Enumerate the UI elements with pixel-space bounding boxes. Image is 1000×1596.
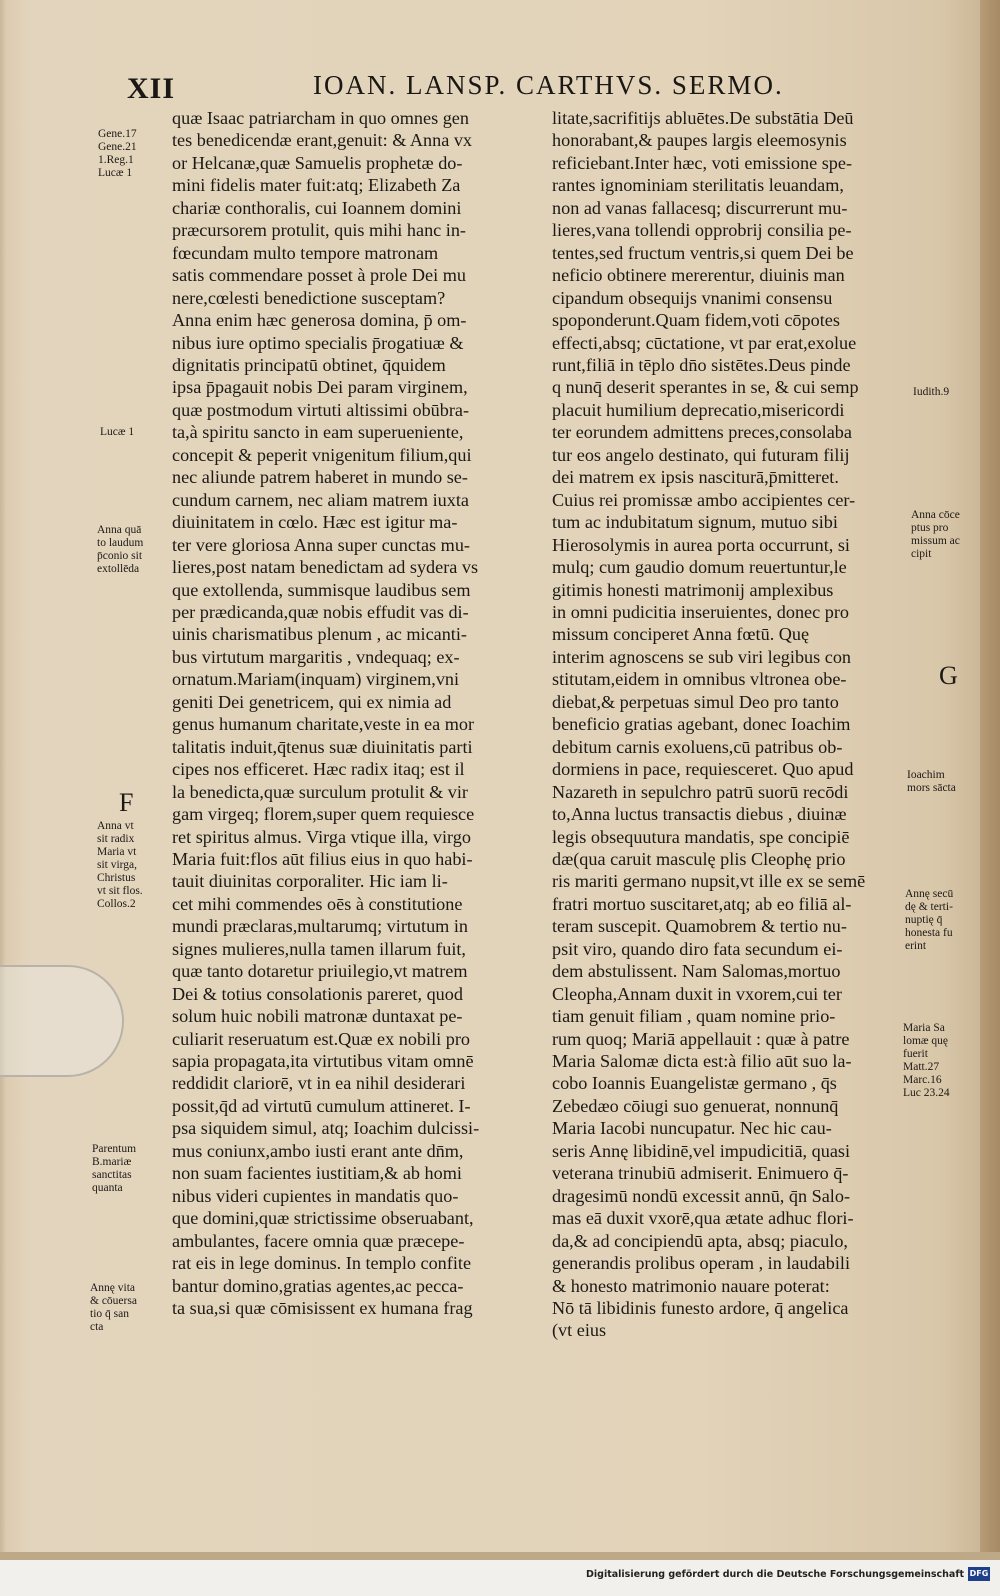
text-line: tum ac indubitatum signum, mutuo sibi bbox=[552, 512, 838, 533]
text-line: Anna enim hæc generosa domina, p̄ om- bbox=[172, 310, 467, 331]
margin-note-line: Anna vt bbox=[97, 820, 134, 832]
margin-note-line: Matt.27 bbox=[903, 1061, 940, 1073]
text-line: rat eis in lege dominus. In templo confite bbox=[172, 1253, 472, 1274]
text-line: ter vere gloriosa Anna super cunctas mu- bbox=[172, 534, 470, 555]
text-line: mundi præclaras,multarumq; virtutum in bbox=[172, 916, 469, 937]
text-line: neficio obtinere mererentur, diuinis man bbox=[552, 265, 845, 286]
text-line: q nunq̄ deserit sperantes in se, & cui semp bbox=[552, 377, 859, 398]
text-line: signes mulieres,nulla tamen illarum fuit, bbox=[172, 938, 466, 959]
dfg-logo: DFG bbox=[968, 1567, 990, 1581]
text-line: dragesimū nondū excessit annū, q̄n Salo- bbox=[552, 1185, 851, 1206]
text-line: or Helcanæ,quæ Samuelis prophetæ do- bbox=[172, 152, 463, 173]
margin-note-line: cipit bbox=[911, 548, 932, 560]
margin-note-line: fuerit bbox=[903, 1048, 928, 1060]
text-line: mini fidelis mater fuit:atq; Elizabeth Za bbox=[172, 175, 461, 196]
text-line: tes benedicendæ erant,genuit: & Anna vx bbox=[172, 130, 473, 151]
margin-note-line: Ioachim bbox=[907, 769, 945, 781]
text-line: psit viro, quando diro fata secundum ei- bbox=[552, 938, 843, 959]
page-edge-right bbox=[980, 0, 1000, 1560]
text-line: in omni pudicitia inseruientes, donec pro bbox=[552, 601, 849, 622]
margin-note-line: extollēda bbox=[97, 563, 140, 575]
margin-note bbox=[90, 1282, 137, 1334]
text-line: Hierosolymis in aurea porta occurrunt, si bbox=[552, 534, 850, 555]
text-line: Dei & totius consolationis pareret, quod bbox=[172, 983, 463, 1004]
text-line: Maria Iacobi nuncupatur. Nec hic cau- bbox=[552, 1118, 832, 1139]
text-line: Nō tā libidinis funesto ardore, q̄ angelica bbox=[552, 1298, 849, 1319]
margin-note-line: Annę vita bbox=[90, 1282, 136, 1294]
text-line: teram suscepit. Quamobrem & tertio nu- bbox=[552, 916, 847, 937]
margin-note-line: Luc 23.24 bbox=[903, 1087, 950, 1099]
text-line: litate,sacrifitijs abluētes.De substātia Deū bbox=[552, 108, 854, 128]
text-line: reddidit clariorē, vt in ea nihil desiderari bbox=[172, 1073, 466, 1094]
text-line: gam virgeq; florem,super quem requiesce bbox=[172, 804, 475, 825]
margin-note-line: Anna quā bbox=[97, 524, 142, 536]
text-line: effecti,absq; cūctatione, vt par erat,exolue bbox=[552, 332, 857, 353]
text-column-right bbox=[552, 107, 908, 1342]
text-line: ris mariti germano nupsit,vt ille ex se semē bbox=[552, 871, 866, 892]
text-line: la benedicta,quæ surculum protulit & vir bbox=[172, 781, 468, 802]
text-line: bus virtutum margaritis , vndequaq; ex- bbox=[172, 646, 460, 667]
page-edge-bottom bbox=[0, 1552, 1000, 1560]
text-line: cundum carnem, nec aliam matrem iuxta bbox=[172, 489, 469, 510]
text-line: lieres,post natam benedictam ad sydera vs bbox=[172, 557, 479, 578]
text-line: quæ postmodum virtuti altissimi obūbra- bbox=[172, 399, 470, 420]
margin-note-line: honesta fu bbox=[905, 927, 953, 939]
section-marker: G bbox=[939, 661, 958, 690]
margin-note bbox=[97, 524, 143, 576]
text-line: seris Annę libidinē,vel impudicitiā, quasi bbox=[552, 1140, 851, 1161]
margin-note bbox=[911, 509, 960, 561]
text-line: tentes,sed fructum ventris,si quem Dei be bbox=[552, 242, 854, 263]
text-line: da,& ad concipiendū apta, absq; piaculo, bbox=[552, 1230, 848, 1251]
text-line: tur eos angelo destinato, qui futuram filij bbox=[552, 444, 850, 465]
text-line: ipsa p̄pagauit nobis Dei param virginem, bbox=[172, 377, 468, 398]
margin-note-line: mors sācta bbox=[907, 782, 956, 794]
text-line: diebat,& perpetuas simul Deo pro tanto bbox=[552, 691, 839, 712]
text-line: Cleopha,Annam duxit in vxorem,cui ter bbox=[552, 983, 842, 1004]
text-line: & honesto matrimonio nauare poterat: bbox=[552, 1275, 830, 1296]
margin-note-line: cta bbox=[90, 1321, 104, 1333]
text-line: cipandum obsequijs vnanimi consensu bbox=[552, 287, 833, 308]
margin-note-line: tio q̄ san bbox=[90, 1308, 129, 1320]
text-line: honorabant,& paupes largis eleemosynis bbox=[552, 130, 847, 151]
text-line: rum quoq; Mariā appellauit : quæ à patre bbox=[552, 1028, 850, 1049]
text-line: dormiens in pace, requiesceret. Quo apud bbox=[552, 759, 854, 780]
text-line: mas eā duxit vxorē,qua ætate adhuc flori- bbox=[552, 1208, 854, 1229]
text-line: to,Anna luctus transactis diebus , diuinæ bbox=[552, 804, 847, 825]
running-head: IOAN. LANSP. CARTHVS. SERMO. bbox=[313, 70, 784, 100]
text-line: possit,q̄d ad virtutū cumulum attineret. I- bbox=[172, 1095, 471, 1116]
text-line: ambulantes, facere omnia quæ præcepe- bbox=[172, 1230, 465, 1251]
margin-note-line: 1.Reg.1 bbox=[98, 154, 134, 166]
margin-note-line: nuptię q̄ bbox=[905, 914, 943, 926]
margin-note bbox=[913, 386, 949, 399]
text-line: Maria fuit:flos aūt filius eius in quo habi- bbox=[172, 848, 473, 869]
text-line: legis obsequutura mandatis, spe concipiē bbox=[552, 826, 850, 847]
text-line: interim agnoscens se sub viri legibus con bbox=[552, 646, 852, 667]
text-line: placuit humilium deprecatio,misericordi bbox=[552, 399, 845, 420]
text-line: ret spiritus almus. Virga vtique illa, virgo bbox=[172, 826, 471, 847]
text-line: mus coniunx,ambo iusti erant ante dn̄m, bbox=[172, 1140, 464, 1161]
margin-note bbox=[905, 888, 953, 953]
text-line: quæ Isaac patriarcham in quo omnes gen bbox=[172, 108, 469, 128]
text-line: quæ tanto dotaretur priuilegio,vt matrem bbox=[172, 961, 468, 982]
text-line: lieres,vana tollendi opprobrij consilia pe- bbox=[552, 220, 852, 241]
text-line: nere,cœlesti benedictione susceptam? bbox=[172, 287, 446, 308]
text-line: uinis charismatibus plenum , ac micanti- bbox=[172, 624, 467, 645]
margin-note-line: sit virga, bbox=[97, 859, 138, 871]
page-tab-marker bbox=[0, 965, 124, 1077]
margin-note-line: missum ac bbox=[911, 535, 960, 547]
text-line: veterana trinubiū admiserit. Enimuero q̄- bbox=[552, 1163, 849, 1184]
margin-note-line: Gene.21 bbox=[98, 141, 137, 153]
text-line: rantes ignominiam sterilitatis leuandam, bbox=[552, 175, 844, 196]
margin-note-line: Iudith.9 bbox=[913, 386, 950, 398]
text-line: ta sua,si quæ cōmisissent ex humana frag bbox=[172, 1298, 473, 1319]
margin-note-line: Parentum bbox=[92, 1143, 137, 1155]
text-line: Maria Salomæ dicta est:à filio aūt suo la- bbox=[552, 1051, 852, 1072]
text-line: spoponderunt.Quam fidem,voti cōpotes bbox=[552, 310, 840, 331]
text-line: satis commendare posset à prole Dei mu bbox=[172, 265, 466, 286]
margin-note-line: Gene.17 bbox=[98, 128, 137, 140]
text-line: fœcundam multo tempore matronam bbox=[172, 242, 439, 263]
text-line: per prædicanda,quæ nobis effudit vas di- bbox=[172, 601, 469, 622]
margin-note-line: & cōuersa bbox=[90, 1295, 137, 1307]
text-line: sapia propagata,ita virtutibus vitam omnē bbox=[172, 1051, 474, 1072]
margin-note bbox=[907, 769, 956, 795]
text-line: dei matrem ex ipsis nasciturā,p̄mitteret. bbox=[552, 467, 839, 488]
text-line: cipes nos efficeret. Hæc radix itaq; est il bbox=[172, 759, 465, 780]
text-line: geniti Dei genetricem, qui ex nimia ad bbox=[172, 691, 452, 712]
text-line: chariæ conthoralis, cui Ioannem domini bbox=[172, 197, 462, 218]
margin-note bbox=[903, 1022, 950, 1100]
text-line: tauit diuinitas corporaliter. Hic iam li- bbox=[172, 871, 448, 892]
text-column-left bbox=[172, 107, 540, 1319]
text-line: Cuius rei promissæ ambo accipientes cer- bbox=[552, 489, 856, 510]
margin-note-line: sanctitas bbox=[92, 1169, 132, 1181]
text-line: Zebedæo cōiugi suo genuerat, nonnunq̄ bbox=[552, 1095, 839, 1116]
folio-number: XII bbox=[127, 72, 176, 105]
margin-note-line: Annę secū bbox=[905, 888, 954, 900]
text-line: dæ(qua caruit masculę plis Cleophę prio bbox=[552, 848, 846, 869]
text-line: ter eorundem admittens preces,consolaba bbox=[552, 422, 852, 443]
margin-note-line: Christus bbox=[97, 872, 136, 884]
margin-note-line: Maria vt bbox=[97, 846, 137, 858]
margin-note-line: Marc.16 bbox=[903, 1074, 942, 1086]
footer-credit: Digitalisierung gefördert durch die Deutsche Forschungsgemeinschaft bbox=[586, 1569, 964, 1580]
text-line: nec aliunde patrem haberet in mundo se- bbox=[172, 467, 468, 488]
text-line: cet mihi commendes oēs à constitutione bbox=[172, 893, 463, 914]
text-line: stitutam,eidem in omnibus vltronea obe- bbox=[552, 669, 847, 690]
margin-note-line: Lucæ 1 bbox=[98, 167, 133, 179]
text-line: gitimis honesti matrimonij amplexibus bbox=[552, 579, 834, 600]
margin-note-line: erint bbox=[905, 940, 927, 952]
text-line: diuinitatem in cœlo. Hæc est igitur ma- bbox=[172, 512, 458, 533]
text-line: dem abstulissent. Nam Salomas,mortuo bbox=[552, 961, 841, 982]
text-line: que domini,quæ strictissime obseruabant, bbox=[172, 1208, 474, 1229]
margin-note-line: dę & terti- bbox=[905, 901, 953, 913]
margin-note bbox=[100, 426, 134, 439]
text-line: mulq; cum gaudio domum reuertuntur,le bbox=[552, 557, 847, 578]
text-line: ornatum.Mariam(inquam) virginem,vni bbox=[172, 669, 460, 690]
text-line: que extollenda, summisque laudibus sem bbox=[172, 579, 471, 600]
section-marker: F bbox=[119, 788, 134, 817]
text-line: debitum carnis exoluens,cū patribus ob- bbox=[552, 736, 843, 757]
margin-note-line: quanta bbox=[92, 1182, 123, 1194]
margin-note-line: p̄conio sit bbox=[97, 550, 143, 562]
text-line: præcursorem protulit, quis mihi hanc in- bbox=[172, 220, 466, 241]
text-line: runt,filiā in tēplo dn̄o sistētes.Deus pinde bbox=[552, 354, 851, 375]
margin-note-line: Collos.2 bbox=[97, 898, 136, 910]
text-line: Nazareth in sepulchro patrū suorū recōdi bbox=[552, 781, 849, 802]
text-line: non ad vanas fallacesq; discurrerunt mu- bbox=[552, 197, 848, 218]
text-line: solum huic nobili matronæ duntaxat pe- bbox=[172, 1006, 463, 1027]
text-line: genus humanum charitate,veste in ea mor bbox=[172, 714, 475, 735]
margin-note-line: to laudum bbox=[97, 537, 144, 549]
text-line: cobo Ioannis Euangelistæ germano , q̄s bbox=[552, 1073, 837, 1094]
text-line: ta,à spiritu sancto in eam superueniente, bbox=[172, 422, 464, 443]
text-line: concepit & peperit vnigenitum filium,qui bbox=[172, 444, 472, 465]
text-line: nibus videri cupientes in mandatis quo- bbox=[172, 1185, 459, 1206]
text-line: culiarit reseruatum est.Quæ ex nobili pro bbox=[172, 1028, 470, 1049]
margin-note bbox=[92, 1143, 136, 1195]
text-line: fratri mortuo suscitaret,atq; ab eo filiā al- bbox=[552, 893, 852, 914]
margin-note-line: lomæ quę bbox=[903, 1035, 949, 1047]
margin-note-line: ptus pro bbox=[911, 522, 949, 534]
text-line: generandis prolibus operam , in laudabili bbox=[552, 1253, 850, 1274]
text-line: reficiebant.Inter hæc, voti emissione spe- bbox=[552, 152, 852, 173]
text-line: beneficio gratias agebant, donec Ioachim bbox=[552, 714, 851, 735]
margin-note-line: B.mariæ bbox=[92, 1156, 132, 1168]
margin-note-line: Lucæ 1 bbox=[100, 426, 135, 438]
text-line: dignitatis principatū obtinet, q̄quidem bbox=[172, 354, 446, 375]
text-line: (vt eius bbox=[552, 1320, 607, 1341]
margin-note bbox=[97, 820, 143, 911]
text-line: non suam facientes iustitiam,& ab homi bbox=[172, 1163, 462, 1184]
text-line: talitatis induit,q̄tenus suæ diuinitatis parti bbox=[172, 736, 473, 757]
margin-note-line: Maria Sa bbox=[903, 1022, 945, 1034]
text-line: tiam genuit filiam , quam nomine prio- bbox=[552, 1006, 836, 1027]
margin-note-line: Anna cōce bbox=[911, 509, 960, 521]
text-line: psa siquidem simul, atq; Ioachim dulcissi- bbox=[172, 1118, 480, 1139]
text-line: missum conciperet Anna fœtū. Quę bbox=[552, 624, 810, 645]
margin-note-line: sit radix bbox=[97, 833, 135, 845]
text-line: nibus iure optimo specialis p̄rogatiuæ & bbox=[172, 332, 464, 353]
text-line: bantur domino,gratias agentes,ac pecca- bbox=[172, 1275, 464, 1296]
margin-note bbox=[98, 128, 137, 180]
margin-note-line: vt sit flos. bbox=[97, 885, 143, 897]
